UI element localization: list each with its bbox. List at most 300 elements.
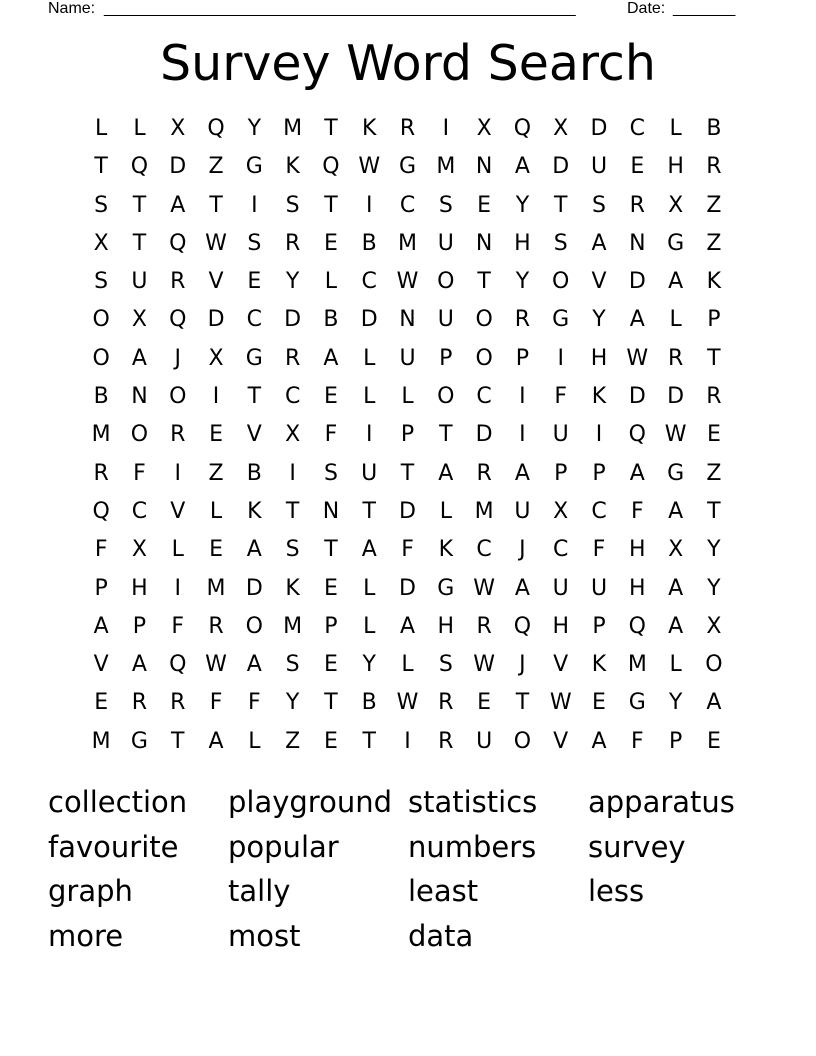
- grid-letter: X: [93, 230, 109, 256]
- grid-letter: D: [628, 269, 646, 295]
- grid-letter: C: [476, 384, 492, 410]
- grid-letter: T: [553, 192, 568, 218]
- grid-letter: E: [323, 384, 338, 410]
- grid-letter: U: [437, 230, 454, 256]
- grid-letter: X: [476, 116, 492, 141]
- grid-letter: A: [131, 345, 147, 371]
- grid-letter: L: [324, 269, 338, 295]
- grid-letter: A: [93, 613, 109, 639]
- grid-letter: Q: [92, 498, 110, 524]
- grid-letter: D: [207, 307, 225, 333]
- grid-letter: O: [130, 422, 149, 448]
- grid-letter: R: [476, 460, 492, 486]
- grid-letter: I: [174, 575, 181, 601]
- grid-letter: P: [132, 613, 147, 639]
- grid-letter: Q: [628, 422, 646, 448]
- grid-letter: Z: [285, 728, 301, 754]
- grid-letter: O: [475, 307, 493, 333]
- grid-letter: E: [477, 192, 492, 218]
- grid-letter: E: [592, 690, 606, 716]
- grid-letter: U: [590, 154, 608, 180]
- grid-letter: T: [515, 690, 530, 716]
- grid-letter: U: [399, 345, 416, 371]
- grid-letter: W: [473, 652, 495, 678]
- grid-letter: Y: [707, 575, 721, 601]
- grid-letter: Z: [706, 192, 722, 218]
- grid-letter: X: [553, 498, 569, 524]
- word-list-item: playground: [228, 785, 393, 819]
- grid-letter: R: [284, 345, 301, 371]
- grid-letter: L: [363, 384, 376, 410]
- grid-letter: C: [629, 116, 645, 141]
- grid-letter: W: [626, 345, 649, 371]
- grid-letter: M: [206, 575, 226, 601]
- grid-letter: H: [667, 154, 684, 180]
- grid-letter: R: [131, 690, 148, 716]
- grid-letter: G: [628, 690, 646, 716]
- word-list: [48, 780, 768, 959]
- date-blank-line: _______: [673, 0, 736, 17]
- grid-letter: W: [473, 575, 495, 601]
- grid-letter: L: [363, 575, 376, 601]
- grid-letter: B: [93, 384, 109, 410]
- grid-letter: X: [668, 537, 684, 563]
- grid-letter: E: [477, 690, 492, 716]
- grid-letter: P: [707, 307, 721, 333]
- grid-letter: P: [515, 345, 530, 371]
- grid-letter: F: [94, 537, 108, 563]
- grid-letter: P: [554, 460, 568, 486]
- grid-letter: Z: [706, 460, 722, 486]
- grid-letter: A: [668, 498, 684, 524]
- grid-letter: D: [552, 154, 570, 180]
- grid-letter: Q: [207, 116, 225, 141]
- grid-letter: V: [170, 498, 186, 524]
- grid-letter: J: [519, 652, 526, 678]
- word-list-item: graph: [48, 874, 133, 909]
- grid-letter: R: [93, 460, 109, 486]
- grid-letter: N: [629, 230, 646, 256]
- grid-letter: G: [130, 728, 148, 754]
- grid-letter: Z: [208, 154, 224, 180]
- grid-letter: T: [477, 269, 491, 295]
- grid-letter: L: [363, 613, 376, 639]
- grid-letter: G: [667, 230, 685, 256]
- grid-letter: F: [324, 422, 338, 448]
- grid-letter: J: [519, 537, 526, 563]
- grid-letter: I: [365, 422, 373, 448]
- word-list-item: less: [588, 874, 645, 909]
- grid-letter: L: [401, 652, 414, 678]
- grid-letter: U: [590, 575, 608, 601]
- grid-letter: F: [171, 613, 185, 639]
- name-label: Name:: [48, 0, 96, 17]
- grid-letter: U: [476, 728, 493, 754]
- grid-letter: V: [591, 269, 607, 295]
- grid-letter: T: [171, 728, 185, 754]
- grid-letter: E: [209, 537, 223, 563]
- grid-letter: T: [247, 384, 262, 410]
- grid-letter: Z: [208, 460, 224, 486]
- grid-letter: A: [246, 652, 262, 678]
- grid-letter: R: [438, 728, 454, 754]
- grid-letter: S: [94, 269, 109, 295]
- grid-letter: V: [246, 422, 262, 448]
- grid-letter: Q: [169, 307, 187, 333]
- grid-letter: O: [705, 652, 723, 678]
- grid-letter: H: [629, 575, 646, 601]
- grid-letter: V: [93, 652, 109, 678]
- grid-letter: L: [669, 652, 682, 678]
- grid-letter: J: [174, 345, 181, 371]
- grid-letter: L: [439, 498, 452, 524]
- grid-letter: A: [591, 728, 607, 754]
- grid-letter: F: [554, 384, 568, 410]
- grid-letter: C: [476, 537, 492, 563]
- grid-letter: C: [399, 192, 416, 218]
- grid-letter: S: [438, 192, 453, 218]
- grid-letter: D: [399, 575, 416, 601]
- grid-letter: K: [362, 116, 377, 141]
- grid-letter: X: [553, 116, 569, 141]
- grid-letter: M: [436, 154, 456, 180]
- grid-letter: A: [361, 537, 377, 563]
- grid-letter: Y: [285, 269, 300, 295]
- grid-letter: P: [439, 345, 453, 371]
- grid-letter: Y: [285, 690, 300, 716]
- grid-letter: T: [707, 498, 721, 524]
- grid-letter: I: [404, 728, 411, 754]
- grid-letter: L: [669, 116, 682, 141]
- grid-letter: I: [289, 460, 296, 486]
- grid-letter: S: [285, 537, 300, 563]
- grid-letter: W: [396, 690, 419, 716]
- date-label: Date:: [627, 0, 666, 17]
- grid-letter: D: [590, 116, 608, 141]
- grid-letter: I: [519, 384, 526, 410]
- grid-letter: I: [251, 192, 258, 218]
- word-list-item: statistics: [408, 785, 538, 819]
- grid-letter: E: [323, 652, 338, 678]
- grid-letter: K: [706, 269, 722, 295]
- grid-letter: T: [324, 537, 338, 563]
- grid-letter: O: [475, 345, 493, 371]
- grid-letter: A: [629, 307, 645, 333]
- grid-letter: H: [590, 345, 608, 371]
- grid-letter: H: [514, 230, 531, 256]
- grid-letter: E: [630, 154, 645, 180]
- grid-letter: A: [399, 613, 416, 639]
- grid-letter: S: [592, 192, 606, 218]
- grid-letter: R: [706, 384, 722, 410]
- grid-letter: T: [439, 422, 453, 448]
- grid-letter: D: [628, 384, 646, 410]
- grid-letter: A: [629, 460, 645, 486]
- grid-letter: T: [285, 498, 300, 524]
- grid-letter: A: [514, 575, 530, 601]
- grid-letter: L: [209, 498, 223, 524]
- grid-letter: L: [401, 384, 414, 410]
- grid-letter: D: [399, 498, 416, 524]
- grid-letter: R: [514, 307, 531, 333]
- grid-letter: M: [283, 116, 303, 141]
- grid-letter: O: [92, 307, 110, 333]
- grid-letter: G: [245, 154, 263, 180]
- grid-letter: N: [322, 498, 340, 524]
- grid-letter: M: [398, 230, 418, 256]
- grid-letter: E: [706, 422, 721, 448]
- grid-letter: R: [476, 613, 492, 639]
- grid-letter: M: [91, 422, 111, 448]
- grid-letter: T: [94, 154, 108, 180]
- grid-letter: H: [629, 537, 646, 563]
- grid-letter: X: [706, 613, 722, 639]
- grid-letter: O: [169, 384, 187, 410]
- word-list-item: least: [408, 874, 479, 909]
- grid-letter: C: [246, 307, 263, 333]
- grid-letter: E: [323, 575, 338, 601]
- grid-letter: D: [667, 384, 685, 410]
- grid-letter: P: [668, 728, 683, 754]
- grid-letter: G: [552, 307, 570, 333]
- grid-letter: Q: [513, 116, 532, 141]
- grid-letter: U: [552, 422, 569, 448]
- grid-letter: A: [706, 690, 722, 716]
- grid-letter: I: [557, 345, 564, 371]
- grid-letter: G: [398, 154, 417, 180]
- grid-letter: A: [246, 537, 262, 563]
- grid-letter: B: [361, 230, 377, 256]
- grid-letter: A: [208, 728, 224, 754]
- letter-grid: [82, 110, 733, 761]
- grid-letter: A: [668, 613, 684, 639]
- grid-letter: T: [362, 728, 376, 754]
- grid-letter: S: [438, 652, 453, 678]
- grid-letter: K: [285, 154, 300, 180]
- grid-letter: I: [174, 460, 181, 486]
- grid-letter: X: [668, 192, 684, 218]
- word-list-item: popular: [228, 829, 339, 864]
- grid-letter: F: [248, 690, 261, 716]
- grid-letter: S: [553, 230, 568, 256]
- grid-letter: W: [205, 230, 227, 256]
- name-blank-line: _____________________________________________________: [104, 0, 576, 17]
- page-title: Survey Word Search: [160, 35, 656, 92]
- grid-letter: R: [399, 116, 416, 141]
- grid-letter: D: [475, 422, 493, 448]
- grid-letter: E: [247, 269, 262, 295]
- grid-letter: H: [437, 613, 455, 639]
- grid-letter: R: [706, 154, 722, 180]
- grid-letter: L: [133, 116, 146, 141]
- grid-letter: L: [669, 307, 682, 333]
- grid-letter: R: [170, 422, 186, 448]
- grid-letter: P: [592, 613, 606, 639]
- grid-letter: I: [365, 192, 373, 218]
- grid-letter: A: [514, 154, 530, 180]
- grid-letter: O: [513, 728, 532, 754]
- grid-letter: L: [95, 116, 108, 141]
- grid-letter: T: [324, 192, 338, 218]
- grid-letter: X: [170, 116, 186, 141]
- grid-letter: L: [248, 728, 261, 754]
- grid-letter: H: [552, 613, 569, 639]
- grid-letter: R: [629, 192, 645, 218]
- grid-letter: Q: [130, 154, 149, 180]
- grid-letter: D: [169, 154, 187, 180]
- grid-letter: K: [285, 575, 300, 601]
- grid-letter: N: [399, 307, 416, 333]
- grid-letter: P: [592, 460, 606, 486]
- grid-letter: D: [284, 307, 302, 333]
- grid-letter: A: [591, 230, 607, 256]
- grid-letter: Y: [362, 652, 376, 678]
- grid-letter: A: [170, 192, 186, 218]
- grid-letter: R: [438, 690, 454, 716]
- grid-letter: X: [131, 537, 147, 563]
- grid-letter: K: [247, 498, 262, 524]
- grid-letter: K: [591, 384, 607, 410]
- word-list-item: more: [48, 919, 124, 954]
- grid-letter: B: [706, 116, 722, 141]
- grid-letter: I: [212, 384, 220, 410]
- word-list-item: survey: [588, 829, 686, 864]
- grid-letter: C: [553, 537, 569, 563]
- word-list-item: apparatus: [588, 785, 735, 819]
- grid-letter: F: [630, 728, 644, 754]
- grid-letter: S: [94, 192, 109, 218]
- grid-letter: E: [323, 230, 338, 256]
- grid-letter: G: [667, 460, 685, 486]
- grid-letter: L: [363, 345, 376, 371]
- grid-letter: T: [132, 192, 147, 218]
- grid-letter: D: [360, 307, 378, 333]
- grid-letter: Y: [707, 537, 721, 563]
- grid-letter: W: [358, 154, 381, 180]
- grid-letter: C: [361, 269, 377, 295]
- grid-letter: E: [706, 728, 721, 754]
- grid-letter: O: [437, 269, 455, 295]
- grid-letter: C: [284, 384, 301, 410]
- grid-letter: T: [707, 345, 721, 371]
- grid-letter: N: [475, 230, 493, 256]
- grid-letter: Q: [322, 154, 340, 180]
- grid-letter: Y: [515, 269, 530, 295]
- grid-letter: Y: [592, 307, 606, 333]
- grid-letter: T: [132, 230, 147, 256]
- grid-letter: D: [245, 575, 263, 601]
- grid-letter: M: [91, 728, 111, 754]
- word-list-item: collection: [48, 785, 188, 819]
- grid-letter: Y: [515, 192, 530, 218]
- grid-letter: N: [131, 384, 148, 410]
- grid-letter: H: [131, 575, 148, 601]
- grid-letter: V: [553, 728, 569, 754]
- grid-letter: A: [131, 652, 147, 678]
- grid-letter: A: [438, 460, 454, 486]
- grid-letter: V: [208, 269, 224, 295]
- grid-letter: R: [284, 230, 301, 256]
- grid-letter: U: [437, 307, 454, 333]
- grid-letter: Q: [169, 652, 187, 678]
- grid-letter: S: [285, 192, 300, 218]
- grid-letter: F: [592, 537, 606, 563]
- word-list-item: numbers: [408, 829, 537, 864]
- grid-letter: F: [630, 498, 644, 524]
- grid-letter: T: [362, 498, 376, 524]
- grid-letter: U: [131, 269, 148, 295]
- grid-letter: M: [283, 613, 303, 639]
- grid-letter: T: [400, 460, 415, 486]
- grid-letter: F: [401, 537, 414, 563]
- grid-letter: E: [323, 728, 338, 754]
- grid-letter: P: [94, 575, 108, 601]
- grid-letter: Q: [513, 613, 532, 639]
- grid-letter: S: [285, 652, 300, 678]
- grid-letter: Z: [706, 230, 722, 256]
- grid-letter: B: [323, 307, 339, 333]
- grid-letter: A: [668, 575, 684, 601]
- grid-letter: E: [209, 422, 223, 448]
- grid-letter: G: [437, 575, 455, 601]
- grid-letter: I: [595, 422, 603, 448]
- grid-letter: K: [438, 537, 454, 563]
- grid-letter: K: [591, 652, 607, 678]
- grid-letter: O: [437, 384, 455, 410]
- grid-letter: R: [170, 269, 186, 295]
- grid-letter: U: [361, 460, 378, 486]
- grid-letter: O: [552, 269, 570, 295]
- word-list-item: data: [408, 919, 474, 954]
- grid-letter: E: [94, 690, 109, 716]
- grid-letter: M: [474, 498, 494, 524]
- word-list-item: favourite: [48, 829, 179, 864]
- grid-letter: S: [323, 460, 338, 486]
- grid-letter: C: [591, 498, 607, 524]
- grid-letter: O: [92, 345, 110, 371]
- grid-letter: W: [664, 422, 687, 448]
- grid-letter: P: [400, 422, 415, 448]
- grid-letter: F: [209, 690, 223, 716]
- grid-letter: P: [324, 613, 338, 639]
- grid-letter: M: [627, 652, 647, 678]
- grid-letter: Q: [628, 613, 646, 639]
- grid-letter: W: [549, 690, 572, 716]
- grid-letter: T: [324, 690, 338, 716]
- grid-letter: Y: [247, 116, 262, 141]
- grid-letter: F: [133, 460, 146, 486]
- grid-letter: A: [323, 345, 339, 371]
- grid-letter: O: [245, 613, 263, 639]
- word-list-item: most: [228, 919, 301, 954]
- grid-letter: R: [170, 690, 186, 716]
- word-list-item: tally: [228, 874, 291, 909]
- grid-letter: C: [131, 498, 148, 524]
- grid-letter: B: [361, 690, 377, 716]
- grid-letter: Y: [668, 690, 683, 716]
- grid-letter: A: [668, 269, 684, 295]
- grid-letter: R: [208, 613, 224, 639]
- worksheet-header: [48, 0, 748, 20]
- grid-letter: I: [519, 422, 526, 448]
- grid-letter: R: [667, 345, 684, 371]
- grid-letter: Q: [169, 230, 187, 256]
- grid-letter: B: [246, 460, 262, 486]
- grid-letter: X: [131, 307, 147, 333]
- grid-letter: U: [552, 575, 569, 601]
- grid-letter: W: [205, 652, 227, 678]
- grid-letter: G: [245, 345, 263, 371]
